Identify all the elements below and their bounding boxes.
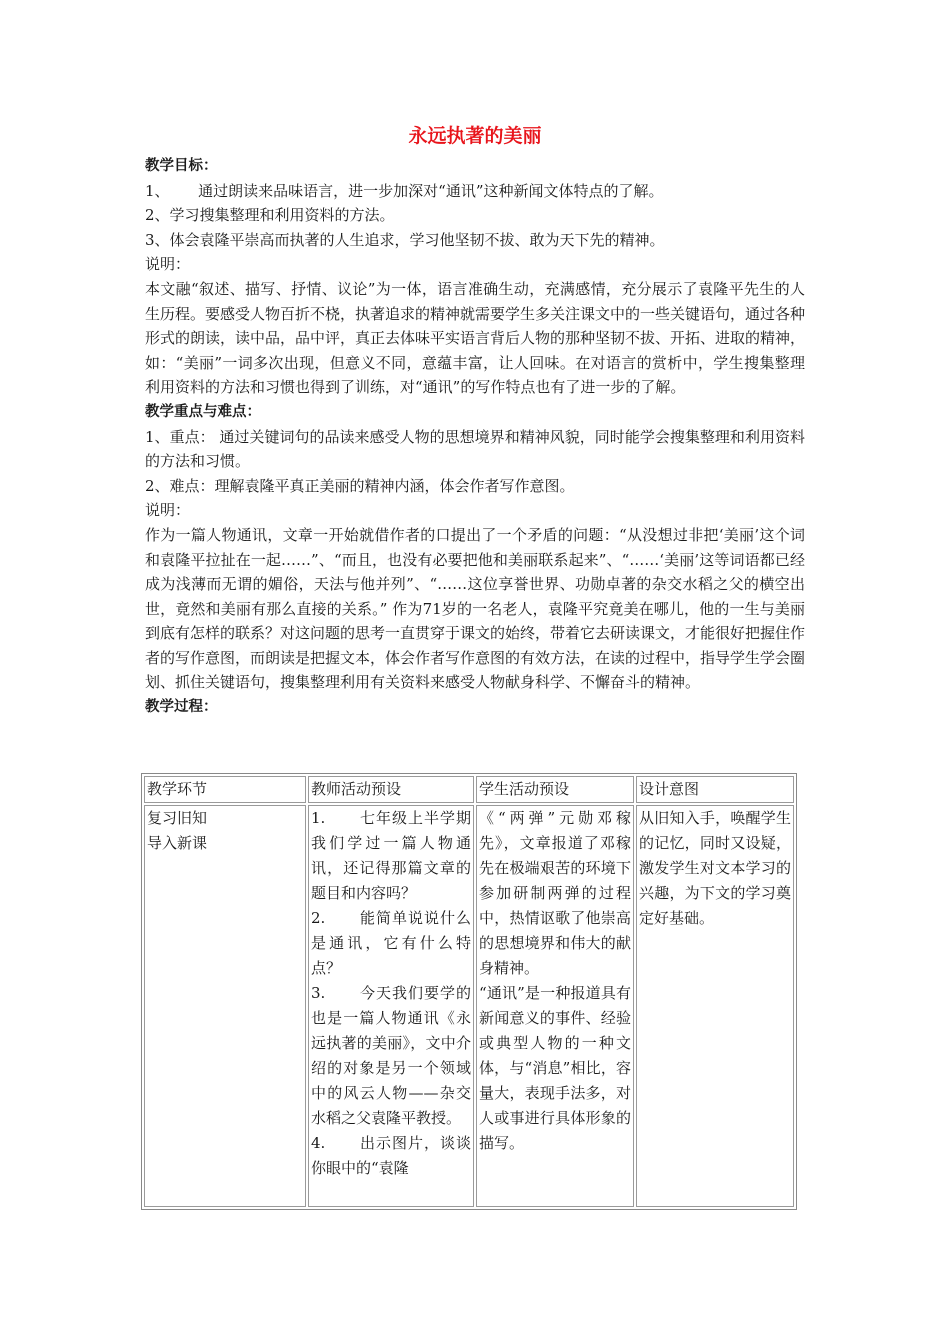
cell-student: 《“两弹”元勋邓稼先》，文章报道了邓稼先在极端艰苦的环境下参加研制两弹的过程中，热情讴歌了他崇高的思想境界和伟大的献身精神。 “通讯”是一种报道具有新闻意义的事件、经验或典型人物的一种文体，与“消息”相比，容量大，表现手法多，对人或事进行具体形象的描写。 bbox=[476, 805, 634, 1207]
process-heading: 教学过程： bbox=[145, 699, 218, 716]
header-teacher: 教师活动预设 bbox=[308, 776, 474, 803]
header-intent: 设计意图 bbox=[636, 776, 794, 803]
goal-item-1: 1、 通过朗读来品味语言，进一步加深对“通讯”这种新闻文体特点的了解。 bbox=[145, 181, 664, 200]
header-stage: 教学环节 bbox=[144, 776, 306, 803]
table-header-row bbox=[144, 776, 794, 803]
goal-item-2: 2、学习搜集整理和利用资料的方法。 bbox=[145, 206, 395, 225]
goals-heading: 教学目标： bbox=[145, 158, 218, 174]
keypoints-note-label: 说明： bbox=[145, 501, 191, 520]
document-page bbox=[145, 122, 805, 720]
goals-note-label: 说明： bbox=[145, 255, 191, 274]
cell-intent: 从旧知入手，唤醒学生的记忆，同时又设疑，激发学生对文本学习的兴趣，为下文的学习奠定好基础。 bbox=[636, 805, 794, 1207]
keypoints-note: 作为一篇人物通讯，文章一开始就借作者的口提出了一个矛盾的问题：“从没想过非把‘美丽’这个词和袁隆平拉扯在一起……”、“而且，也没有必要把他和美丽联系起来”、“……‘美丽’这等词语都已经成为浅薄而无谓的媚俗，天法与他并列”、“……这位享誉世界、功勋卓著的杂交水稻之父的横空出世，竟然和美丽有那么直接的关系。” 作为71岁的一名老人，袁隆平究竟美在哪儿，他的一生与美丽到底有怎样的联系？对这问题的思考一直贯穿于课文的始终，带着它去研读课文，才能很好把握住作者的写作意图，而朗读是把握文本，体会作者写作意图的有效方法，在读的过程中，指导学生学会圈划、抓住关键语句，搜集整理利用有关资料来感受人物献身科学、不懈奋斗的精神。 bbox=[145, 525, 806, 692]
goal-item-3: 3、体会袁隆平崇高而执著的人生追求，学习他坚韧不拔、敢为天下先的精神。 bbox=[145, 230, 665, 249]
cell-teacher: 1. 七年级上半学期我们学过一篇人物通讯，还记得那篇文章的题目和内容吗？ 2. 能简单说说什么是通讯，它有什么特点？ 3. 今天我们要学的也是一篇人物通讯《永远执著的美丽》，文中介绍的对象是另一个领域中的风云人物——杂交水稻之父袁隆平教授。 4. 出示图片，谈谈你眼中的“袁隆 bbox=[308, 805, 474, 1207]
keypoint-item-1: 1、重点： 通过关键词句的品读来感受人物的思想境界和精神风貌，同时能学会搜集整理和利用资料的方法和习惯。 bbox=[145, 427, 805, 471]
document-title: 永远执著的美丽 bbox=[408, 125, 542, 147]
keypoints-heading: 教学重点与难点： bbox=[145, 403, 261, 420]
cell-stage: 复习旧知 导入新课 bbox=[144, 805, 306, 1207]
process-table bbox=[141, 773, 797, 1210]
header-student: 学生活动预设 bbox=[476, 776, 634, 803]
goals-note: 本文融“叙述、描写、抒情、议论”为一体，语言准确生动，充满感情，充分展示了袁隆平先生的人生历程。要感受人物百折不桡，执著追求的精神就需要学生多关注课文中的一些关键语句，通过各种形式的朗读，读中品，品中评，真正去体味平实语言背后人物的那种坚韧不拔、开拓、进取的精神，如：“美丽”一词多次出现，但意义不同，意蕴丰富，让人回味。在对语言的赏析中，学生搜集整理利用资料的方法和习惯也得到了训练，对“通讯”的写作特点也有了进一步的了解。 bbox=[145, 279, 806, 397]
keypoint-item-2: 2、难点：理解袁隆平真正美丽的精神内涵，体会作者写作意图。 bbox=[145, 476, 575, 495]
table-row bbox=[144, 805, 794, 1207]
